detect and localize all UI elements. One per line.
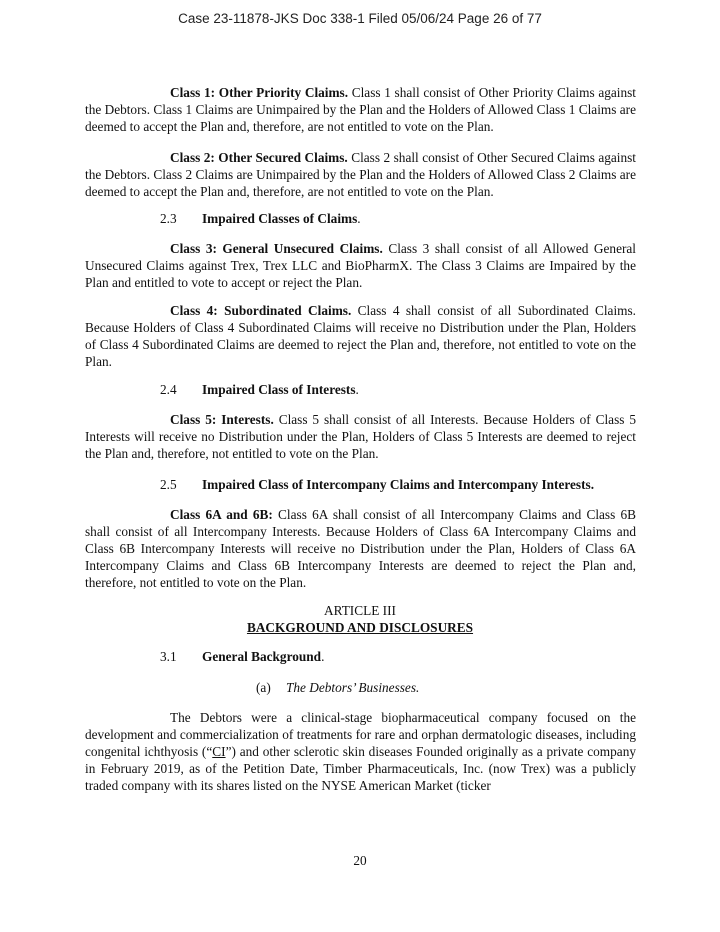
article-label: ARTICLE III [324, 603, 396, 618]
class-5-text: Class 5 shall consist of all Interests. Because Holders of Class 5 Interests will receive no Distribution under the Plan, Holders of Class 5 Interests are deemed to reject the Plan and, therefore, not entitled to vote on the Plan. [85, 412, 636, 461]
section-2-3-title [202, 210, 361, 227]
section-2-5-number: 2.5 [160, 477, 177, 492]
subsection-a-title: The Debtors’ Businesses. [286, 680, 420, 695]
class-2-title: Class 2: Other Secured Claims. [170, 150, 348, 165]
section-3-1-number: 3.1 [160, 649, 177, 664]
section-3-1-title [202, 648, 324, 665]
section-2-3-title-text: Impaired Classes of Claims [202, 211, 358, 226]
page-number: 20 [353, 853, 367, 868]
class-1-text: Class 1 shall consist of Other Priority Claims against the Debtors. Class 1 Claims are Unimpaired by the Plan and the Holders of Allowed Class 1 Claims are deemed to accept the Plan and, therefore, are not entitled to vote on the Plan. [85, 85, 636, 134]
class-1-paragraph [85, 84, 636, 135]
debtors-text-1: The Debtors were a clinical-stage biopharmaceutical company focused on the development and commercialization of treatments for rare and orphan dermatologic diseases, including congenital ichthyosis (“ [85, 710, 636, 759]
defined-term-ci: CI [212, 744, 226, 759]
class-3-title: Class 3: General Unsecured Claims. [170, 241, 383, 256]
section-2-4-title-text: Impaired Class of Interests [202, 382, 356, 397]
class-5-title: Class 5: Interests. [170, 412, 274, 427]
class-6-title: Class 6A and 6B: [170, 507, 273, 522]
class-6-text: Class 6A shall consist of all Intercompany Claims and Class 6B shall consist of all Intercompany Interests. Because Holders of Class 6A Intercompany Claims and Class 6B Intercompany Interests will receive no Distribution under the Plan, Holders of Class 6A Intercompany Claims and Class 6B Intercompany Interests are deemed to reject the Plan and, therefore, not entitled to vote on the Plan. [85, 507, 636, 590]
debtors-paragraph [85, 709, 636, 794]
section-2-4-title [202, 381, 359, 398]
period: . [321, 649, 325, 664]
class-4-paragraph [85, 302, 636, 370]
class-2-text: Class 2 shall consist of Other Secured Claims against the Debtors. Class 2 Claims are Unimpaired by the Plan and the Holders of Allowed Class 2 Claims are deemed to accept the Plan and, therefore, are not entitled to vote on the Plan. [85, 150, 636, 199]
period: . [357, 211, 361, 226]
period: . [355, 382, 359, 397]
class-4-text: Class 4 shall consist of all Subordinated Claims. Because Holders of Class 4 Subordinated Claims will receive no Distribution under the Plan, Holders of Class 4 Subordinated Claims are deemed to reject the Plan and, therefore, not entitled to vote on the Plan. [85, 303, 636, 369]
class-5-paragraph [85, 411, 636, 462]
class-1-title: Class 1: Other Priority Claims. [170, 85, 349, 100]
subsection-a-number: (a) [256, 680, 271, 695]
article-title [0, 619, 720, 636]
section-2-5-title: Impaired Class of Intercompany Claims and Intercompany Interests. [202, 477, 595, 492]
section-2-3-number: 2.3 [160, 211, 177, 226]
section-3-1-title-text: General Background [202, 649, 322, 664]
class-3-paragraph [85, 240, 636, 291]
class-2-paragraph [85, 149, 636, 200]
class-3-text: Class 3 shall consist of all Allowed General Unsecured Claims against Trex, Trex LLC and BioPharmX. The Class 3 Claims are Impaired by the Plan and entitled to vote to accept or reject the Plan. [85, 241, 636, 290]
article-title-text: BACKGROUND AND DISCLOSURES [246, 620, 474, 635]
section-2-4-number: 2.4 [160, 382, 177, 397]
debtors-text-2: ”) and other sclerotic skin diseases Founded originally as a private company in February 2019, as of the Petition Date, Timber Pharmaceuticals, Inc. (now Trex) was a publicly traded company with its shares listed on the NYSE American Market (ticker [85, 744, 636, 793]
case-header: Case 23-11878-JKS Doc 338-1 Filed 05/06/24 Page 26 of 77 [178, 11, 542, 26]
class-6-paragraph [85, 506, 636, 591]
class-4-title: Class 4: Subordinated Claims. [170, 303, 352, 318]
